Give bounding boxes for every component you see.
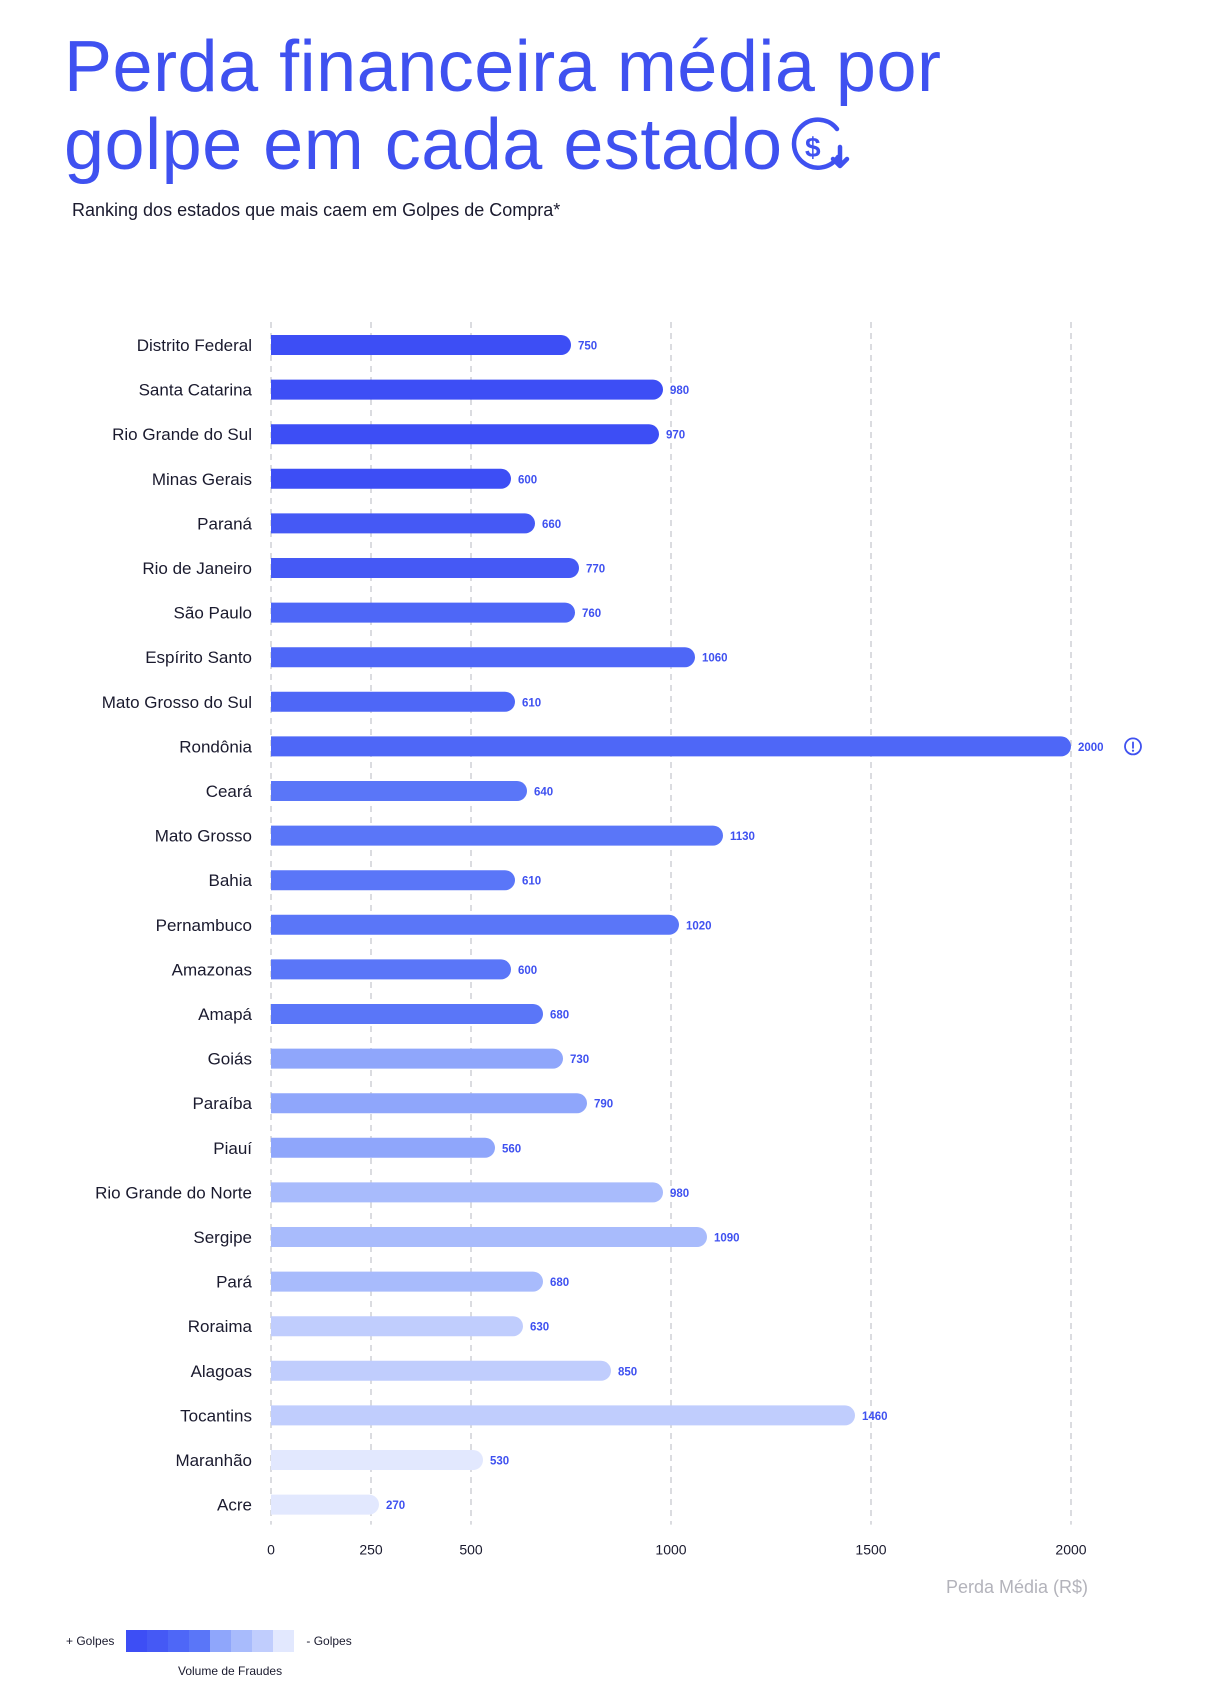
x-axis-label: Perda Média (R$) xyxy=(945,1577,1088,1597)
state-label: Acre xyxy=(217,1495,252,1515)
value-label: 1460 xyxy=(862,1410,888,1423)
x-tick-label: 250 xyxy=(359,1541,383,1558)
legend-swatch xyxy=(273,1630,294,1652)
legend-swatch xyxy=(168,1630,189,1652)
bar xyxy=(271,692,515,712)
x-tick-label: 1500 xyxy=(855,1541,887,1558)
value-label: 600 xyxy=(518,474,538,487)
state-label: Maranhão xyxy=(175,1451,252,1470)
state-label: Piauí xyxy=(213,1138,252,1158)
title-line-2-text: golpe em cada estado xyxy=(64,105,783,185)
chart-subtitle: Ranking dos estados que mais caem em Golpes de Compra* xyxy=(72,200,561,220)
value-label: 730 xyxy=(570,1054,590,1067)
bar xyxy=(271,1049,563,1069)
state-label: Paraná xyxy=(197,514,252,534)
value-label: 610 xyxy=(522,697,542,710)
bar xyxy=(271,736,1071,756)
bar xyxy=(271,1272,543,1292)
legend-title: Volume de Fraudes xyxy=(178,1664,283,1678)
value-label: 270 xyxy=(386,1500,406,1513)
legend-swatch xyxy=(252,1630,273,1652)
state-label: São Paulo xyxy=(173,603,252,623)
bar xyxy=(271,1450,483,1470)
state-label: Espírito Santo xyxy=(145,648,252,668)
bar xyxy=(271,1182,663,1202)
legend-swatch xyxy=(126,1630,147,1652)
bar xyxy=(271,647,695,667)
value-label: 610 xyxy=(522,875,542,888)
value-label: 560 xyxy=(502,1143,522,1156)
state-label: Mato Grosso do Sul xyxy=(101,692,252,712)
value-label: 630 xyxy=(530,1321,550,1334)
volume-legend xyxy=(66,1630,352,1652)
bar xyxy=(271,781,527,801)
state-label: Mato Grosso xyxy=(154,826,252,846)
x-tick-label: 0 xyxy=(267,1541,275,1558)
x-tick-label: 2000 xyxy=(1055,1541,1087,1558)
bar xyxy=(271,826,723,846)
state-label: Bahia xyxy=(208,871,252,891)
value-label: 770 xyxy=(586,563,606,576)
bar xyxy=(271,1316,523,1336)
value-label: 970 xyxy=(666,429,686,442)
legend-color-scale xyxy=(126,1630,294,1652)
bar xyxy=(271,1361,611,1381)
state-label: Alagoas xyxy=(190,1361,252,1381)
bar xyxy=(271,424,659,444)
state-label: Ceará xyxy=(205,782,252,801)
bar xyxy=(271,1495,379,1515)
bar xyxy=(271,1093,587,1113)
value-label: 850 xyxy=(618,1366,638,1379)
legend-swatch xyxy=(147,1630,168,1652)
value-label: 600 xyxy=(518,964,538,977)
bar xyxy=(271,1405,855,1425)
bar xyxy=(271,1004,543,1024)
state-label: Pará xyxy=(216,1272,252,1292)
value-label: 680 xyxy=(550,1009,570,1022)
bar xyxy=(271,335,571,355)
value-label: 680 xyxy=(550,1277,570,1290)
bar xyxy=(271,513,535,533)
bar xyxy=(271,558,579,578)
legend-swatch xyxy=(231,1630,252,1652)
value-label: 530 xyxy=(490,1455,510,1468)
state-label: Amazonas xyxy=(171,960,252,980)
value-label: 790 xyxy=(594,1098,614,1111)
legend-low-label: - Golpes xyxy=(306,1634,352,1648)
state-label: Amapá xyxy=(198,1005,252,1024)
state-label: Tocantins xyxy=(180,1406,252,1426)
state-label: Pernambuco xyxy=(155,915,252,935)
legend-swatch xyxy=(189,1630,210,1652)
bar xyxy=(271,603,575,623)
value-label: 750 xyxy=(578,340,598,353)
state-label: Goiás xyxy=(207,1049,252,1069)
x-tick-label: 1000 xyxy=(655,1541,687,1558)
state-label: Sergipe xyxy=(193,1228,252,1247)
bar xyxy=(271,870,515,890)
value-label: 2000 xyxy=(1078,741,1104,754)
value-label: 1130 xyxy=(730,831,755,844)
value-label: 980 xyxy=(670,1187,690,1200)
value-label: 660 xyxy=(542,518,562,531)
bar xyxy=(271,915,679,935)
value-label: 760 xyxy=(582,608,602,621)
bar xyxy=(271,1227,707,1247)
state-label: Minas Gerais xyxy=(151,469,252,489)
legend-swatch xyxy=(210,1630,231,1652)
title-line-1: Perda financeira média por xyxy=(64,27,942,107)
state-label: Paraíba xyxy=(192,1094,252,1114)
value-label: 1060 xyxy=(702,652,728,665)
value-label: 640 xyxy=(534,786,554,799)
state-label: Distrito Federal xyxy=(136,336,252,355)
alert-dot xyxy=(1132,750,1134,752)
svg-text:$: $ xyxy=(804,132,821,163)
legend-high-label: + Golpes xyxy=(66,1634,115,1648)
bar xyxy=(271,1138,495,1158)
bar xyxy=(271,380,663,400)
state-label: Rio Grande do Sul xyxy=(112,425,252,445)
value-label: 980 xyxy=(670,385,690,398)
x-tick-label: 500 xyxy=(459,1541,483,1558)
state-label: Rio Grande do Norte xyxy=(95,1183,252,1203)
value-label: 1020 xyxy=(686,920,712,933)
state-label: Rio de Janeiro xyxy=(142,559,252,578)
value-label: 1090 xyxy=(714,1232,740,1245)
state-label: Santa Catarina xyxy=(138,380,252,400)
bar xyxy=(271,469,511,489)
bar xyxy=(271,959,511,979)
state-label: Roraima xyxy=(187,1317,252,1337)
state-label: Rondônia xyxy=(179,737,252,757)
